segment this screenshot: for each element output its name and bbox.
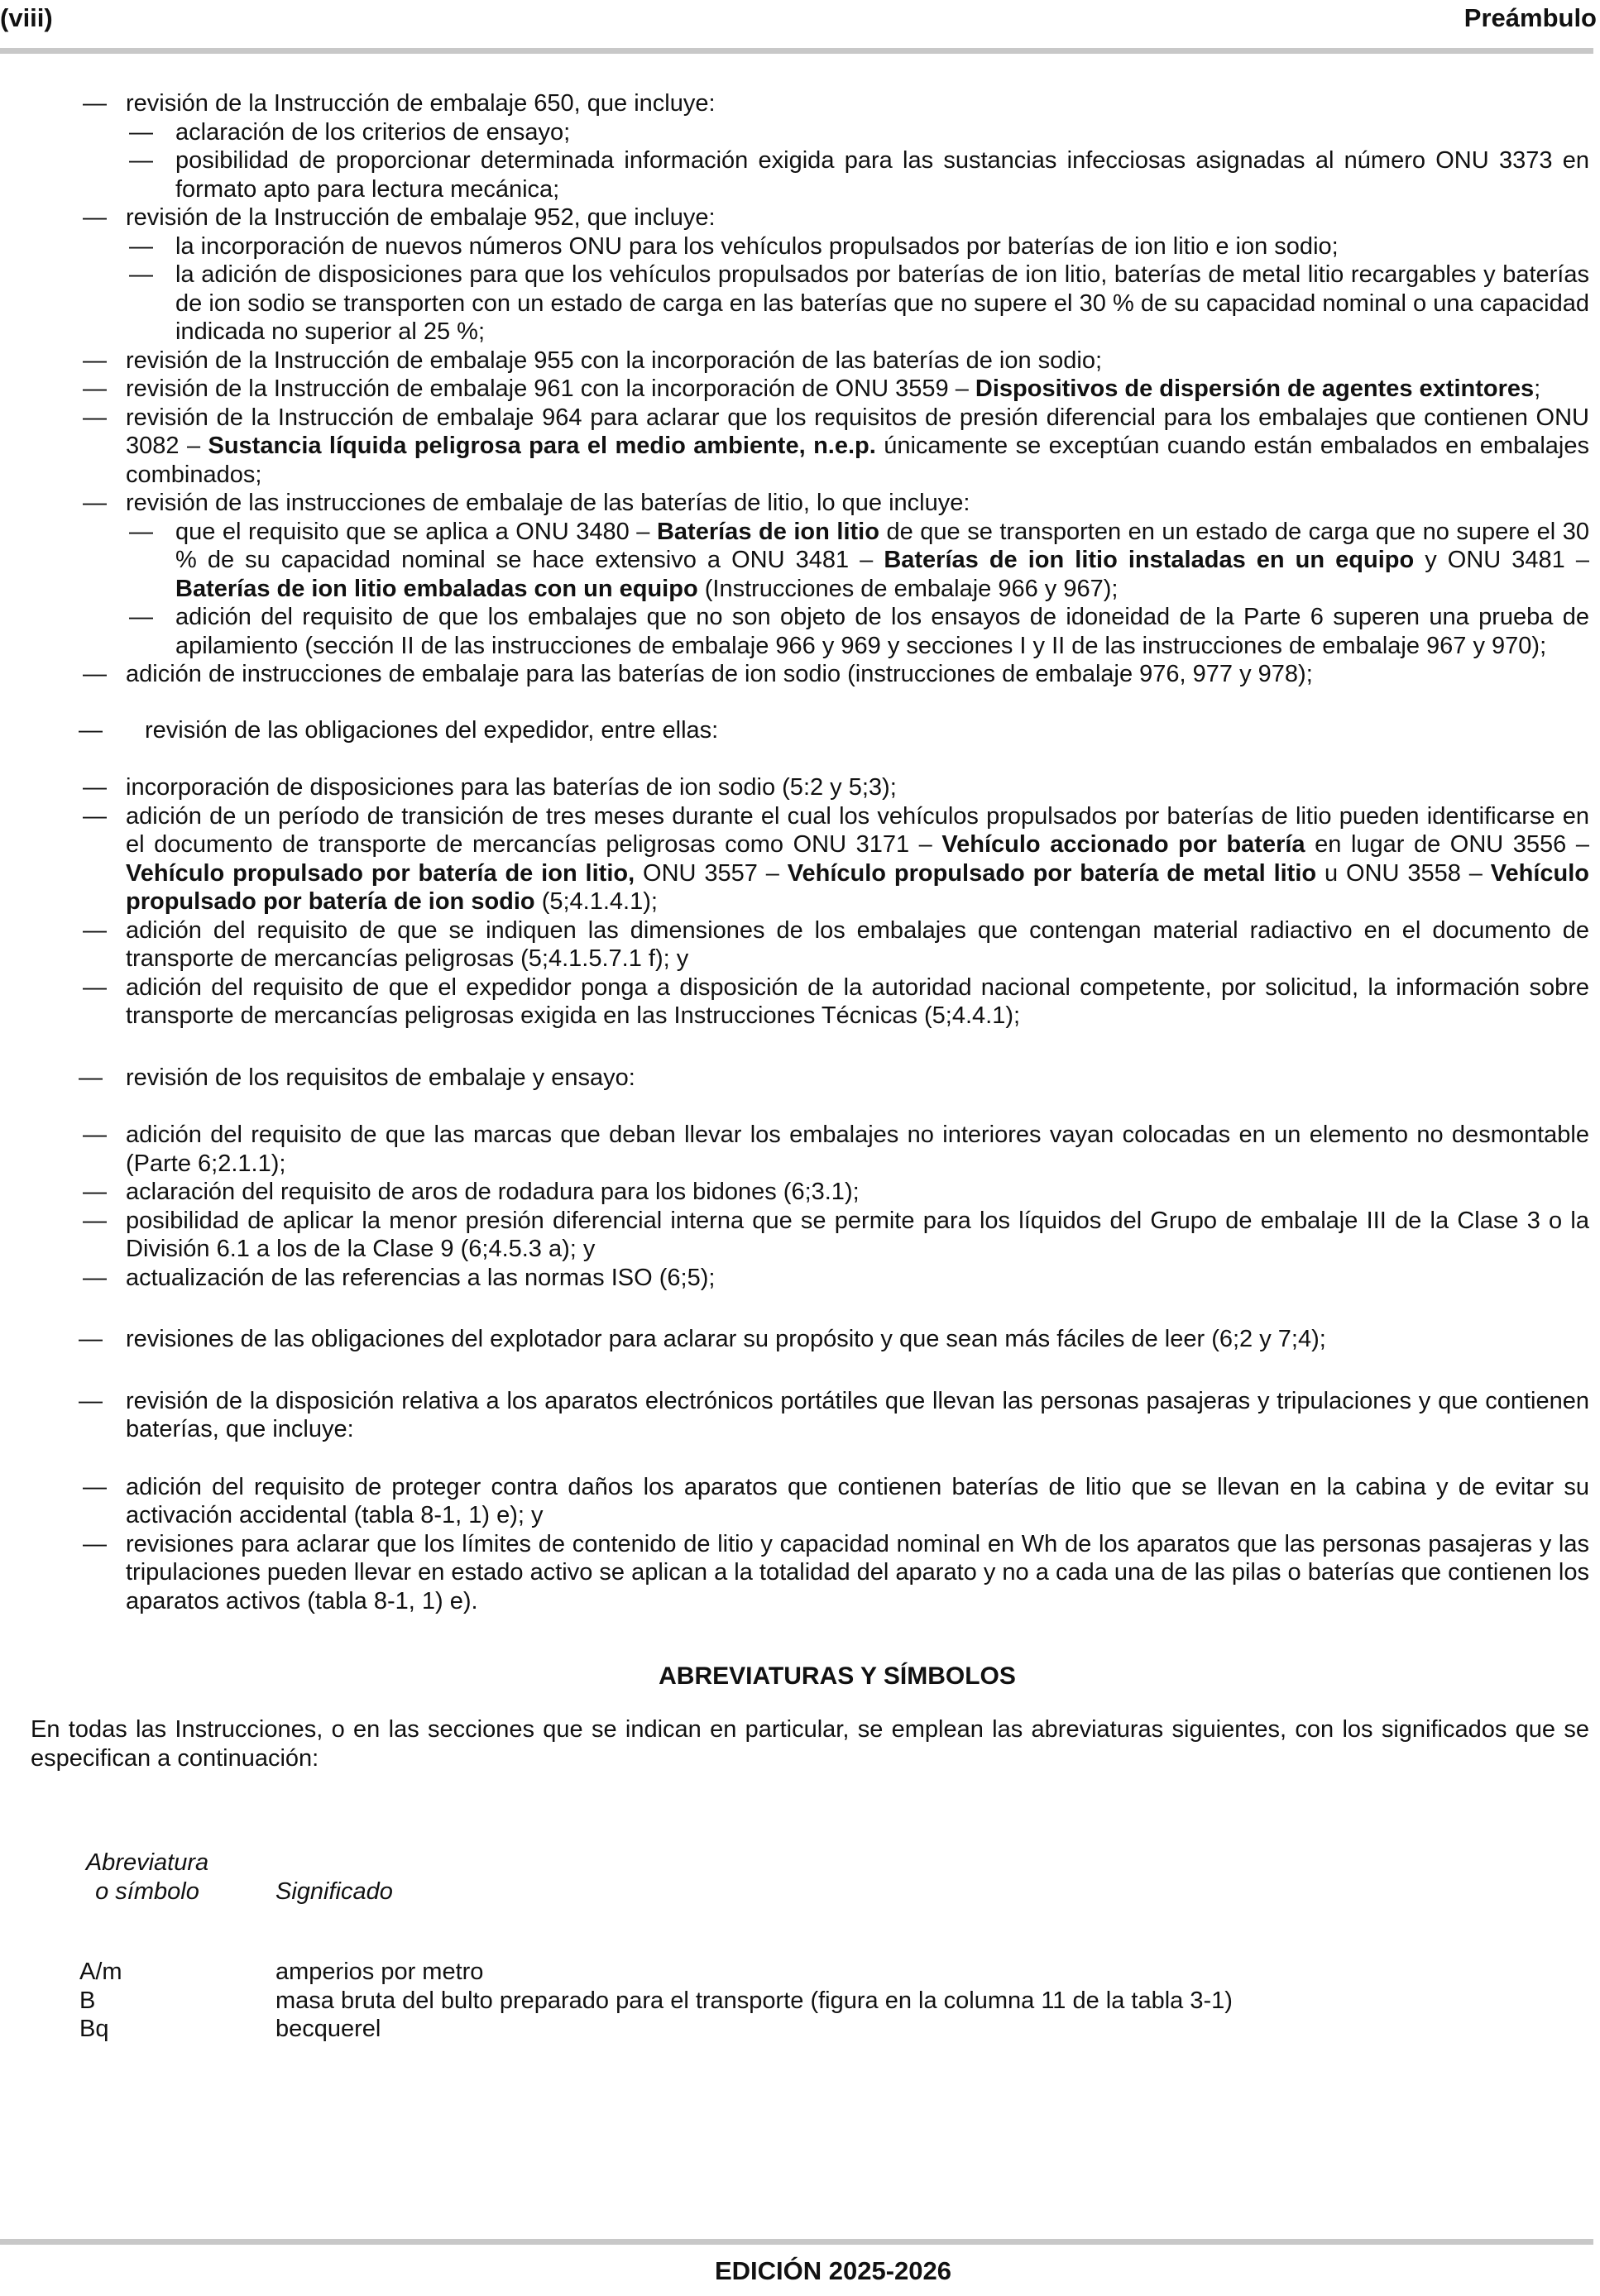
item-text: revisión de la Instrucción de embalaje 650, que incluye:	[126, 90, 716, 117]
meaning-cell: becquerel	[275, 2016, 381, 2042]
dash-bullet: —	[129, 147, 153, 174]
list-item	[0, 1530, 1600, 1616]
dash-bullet: —	[83, 1207, 107, 1234]
section-item	[0, 716, 1600, 745]
item-text: adición del requisito de que se indiquen las dimensiones de los embalajes que contengan material radiactivo en el documento de transporte de mercancías peligrosas (5;4.1.5.7.1 f); y	[126, 916, 1589, 972]
item-text: en lugar de ONU 3556 –	[1305, 831, 1590, 858]
section-item	[0, 1325, 1600, 1354]
dash-bullet: —	[83, 347, 107, 374]
list-item	[0, 347, 1600, 375]
item-text: posibilidad de aplicar la menor presión diferencial interna que se permite para los líquidos del Grupo de embalaje III de la Clase 3 o la División 6.1 a los de la Clase 9 (6;4.5.3 a); y	[126, 1207, 1589, 1262]
table-row	[0, 2015, 1600, 2044]
abbreviations-rows	[0, 1958, 1600, 2044]
dash-bullet: —	[79, 1387, 103, 1414]
dash-bullet: —	[83, 1530, 107, 1557]
meaning-cell: masa bruta del bulto preparado para el transporte (figura en la columna 11 de la tabla 3-1)	[275, 1987, 1233, 2014]
item-bold-text: Baterías de ion litio	[656, 518, 879, 545]
item-text: revisión de la Instrucción de embalaje 961 con la incorporación de ONU 3559 –	[126, 375, 975, 402]
sub-list-item	[0, 118, 1600, 147]
table-row	[0, 1958, 1600, 1987]
dash-bullet: —	[129, 118, 153, 146]
section-title: revisión de los requisitos de embalaje y ensayo:	[126, 1064, 635, 1091]
dash-bullet: —	[83, 375, 107, 402]
item-text: adición de un período de transición de tres meses durante el cual los vehículos propulsados por baterías de litio pueden identificarse en el documento de transporte de mercancías peligrosas como ONU 3171 –	[126, 802, 1589, 858]
item-text: de que se transporten en un estado de carga que no supere el 30 % de su capacidad nominal se hace extensivo a ONU 3481 –	[175, 518, 1590, 573]
dash-bullet: —	[83, 973, 107, 1001]
abbreviations-table-header	[0, 1849, 1600, 1906]
item-text: la incorporación de nuevos números ONU para los vehículos propulsados por baterías de ion litio e ion sodio;	[175, 232, 1339, 260]
dash-bullet: —	[83, 490, 107, 516]
item-text: adición del requisito de que los embalajes que no son objeto de los ensayos de idoneidad de la Parte 6 superen una prueba de apilamiento (sección II de las instrucciones de embalaje 966 y 969 y secciones I y II de las instrucciones de embalaje 967 y 970);	[175, 604, 1589, 659]
list-item	[0, 1264, 1600, 1293]
list-item	[0, 1207, 1600, 1264]
dash-bullet: —	[83, 802, 107, 830]
sub-list-item	[0, 146, 1600, 203]
item-text: incorporación de disposiciones para las baterías de ion sodio (5:2 y 5;3);	[126, 774, 897, 801]
dash-bullet: —	[129, 604, 153, 630]
list-item	[0, 375, 1600, 404]
item-text: que el requisito que se aplica a ONU 3480 –	[175, 518, 657, 545]
item-text: y ONU 3481 –	[1414, 547, 1589, 573]
edition-footer: EDICIÓN 2025-2026	[714, 2256, 952, 2285]
running-header-page-number: (viii)	[0, 3, 53, 32]
item-text: adición del requisito de que el expedidor ponga a disposición de la autoridad nacional competente, por solicitud, la información sobre transporte de mercancías peligrosas exigida en las Instrucciones Técnicas (5;4.4.1);	[126, 973, 1589, 1029]
dash-bullet: —	[129, 261, 153, 288]
dash-bullet: —	[83, 774, 107, 801]
item-text: la adición de disposiciones para que los vehículos propulsados por baterías de ion litio, baterías de metal litio recargables y baterías de ion sodio se transporten con un estado de carga en las baterías que no supere el 30 % de su capacidad nominal o una capacidad indicada no superior al 25 %;	[175, 261, 1589, 345]
dash-bullet: —	[83, 404, 107, 431]
item-text: únicamente se exceptúan cuando están embalados en embalajes combinados;	[126, 433, 1589, 488]
item-text: posibilidad de proporcionar determinada información exigida para las sustancias infecciosas asignadas al número ONU 3373 en formato apto para lectura mecánica;	[175, 147, 1589, 203]
sub-list-item	[0, 232, 1600, 261]
dash-bullet: —	[79, 1064, 103, 1091]
list-item	[0, 489, 1600, 518]
item-text: adición de instrucciones de embalaje para las baterías de ion sodio (instrucciones de embalaje 976, 977 y 978);	[126, 661, 1313, 687]
section-item	[0, 1064, 1600, 1093]
item-text: ONU 3557 –	[635, 859, 788, 887]
section-title: revisión de la disposición relativa a los aparatos electrónicos portátiles que llevan las personas pasajeras y tripulaciones y que contienen baterías, que incluye:	[126, 1387, 1589, 1442]
list-item	[0, 802, 1600, 916]
list-item	[0, 916, 1600, 973]
abbreviation-cell: A/m	[79, 1959, 122, 1985]
dash-bullet: —	[83, 90, 107, 117]
item-text: revisión de la Instrucción de embalaje 955 con la incorporación de las baterías de ion sodio;	[126, 347, 1103, 374]
dash-bullet: —	[129, 232, 153, 260]
dash-bullet: —	[79, 716, 103, 744]
item-text: ;	[1534, 375, 1541, 402]
list-item	[0, 1473, 1600, 1530]
list-item	[0, 404, 1600, 490]
header-rule	[0, 48, 1593, 54]
list-item	[0, 89, 1600, 118]
item-text: revisión de la Instrucción de embalaje 964 para aclarar que los requisitos de presión diferencial para los embalajes que contienen ONU 3082 –	[126, 404, 1589, 459]
list-item	[0, 660, 1600, 689]
dash-bullet: —	[83, 1179, 107, 1205]
item-bold-text: Vehículo propulsado por batería de ion litio,	[126, 859, 635, 887]
item-bold-text: Vehículo propulsado por batería de ion sodio	[126, 859, 1589, 915]
item-bold-text: Sustancia líquida peligrosa para el medio ambiente, n.e.p.	[208, 433, 876, 459]
dash-bullet: —	[83, 916, 107, 944]
list-item	[0, 973, 1600, 1031]
item-text: aclaración del requisito de aros de rodadura para los bidones (6;3.1);	[126, 1179, 860, 1205]
abbreviations-table	[0, 1849, 1600, 2044]
dash-bullet: —	[83, 1473, 107, 1500]
sub-list-item	[0, 518, 1600, 604]
abbreviation-cell: B	[79, 1987, 96, 2014]
item-text: adición del requisito de que las marcas que deban llevar los embalajes no interiores vayan colocadas en un elemento no desmontable (Parte 6;2.1.1);	[126, 1122, 1589, 1177]
sub-list-item	[0, 261, 1600, 347]
item-text: actualización de las referencias a las normas ISO (6;5);	[126, 1264, 716, 1291]
item-text: revisión de la Instrucción de embalaje 952, que incluye:	[126, 204, 716, 231]
item-text: revisión de las instrucciones de embalaje de las baterías de litio, lo que incluye:	[126, 490, 970, 516]
item-bold-text: Baterías de ion litio instaladas en un equipo	[884, 547, 1415, 573]
dash-bullet: —	[83, 1122, 107, 1148]
item-bold-text: Baterías de ion litio embaladas con un equipo	[175, 575, 698, 602]
abbreviations-intro: En todas las Instrucciones, o en las secciones que se indican en particular, se emplean las abreviaturas siguientes, con los significados que se especifican a continuación:	[31, 1716, 1589, 1772]
item-text: adición del requisito de proteger contra daños los aparatos que contienen baterías de litio que se llevan en la cabina y de evitar su activación accidental (tabla 8-1, 1) e); y	[126, 1473, 1589, 1528]
abbreviation-cell: Bq	[79, 2016, 109, 2042]
footer-rule	[0, 2239, 1593, 2245]
section-title: revisiones de las obligaciones del explotador para aclarar su propósito y que sean más fáciles de leer (6;2 y 7;4);	[126, 1326, 1326, 1352]
dash-bullet: —	[83, 661, 107, 687]
table-row	[0, 1987, 1600, 2016]
sub-list-item	[0, 603, 1600, 660]
list-item	[0, 1178, 1600, 1207]
dash-bullet: —	[83, 1264, 107, 1291]
column-header-abbreviation	[69, 1849, 226, 1906]
page-body	[0, 89, 1600, 2044]
item-text: (5;4.1.4.1);	[534, 888, 658, 915]
item-bold-text: Dispositivos de dispersión de agentes extintores	[975, 375, 1535, 402]
item-text: (Instrucciones de embalaje 966 y 967);	[697, 575, 1119, 602]
dash-bullet: —	[83, 204, 107, 231]
list-item	[0, 773, 1600, 802]
dash-bullet: —	[79, 1326, 103, 1352]
item-text: revisiones para aclarar que los límites de contenido de litio y capacidad nominal en Wh de los aparatos que las personas pasajeras y las tripulaciones pueden llevar en estado activo se aplican a la totalidad del aparato y no a cada una de las pilas o baterías que contienen los aparatos activos (tabla 8-1, 1) e).	[126, 1530, 1589, 1614]
column-header-line: Abreviatura	[85, 1849, 209, 1876]
dash-bullet: —	[129, 518, 153, 545]
meaning-cell: amperios por metro	[275, 1959, 484, 1985]
abbreviations-heading: ABREVIATURAS Y SÍMBOLOS	[659, 1662, 1016, 1690]
item-bold-text: Vehículo accionado por batería	[941, 831, 1305, 858]
list-item	[0, 1121, 1600, 1178]
item-bold-text: Vehículo propulsado por batería de metal litio	[787, 859, 1317, 887]
list-item	[0, 203, 1600, 232]
column-header-line: o símbolo	[95, 1877, 199, 1905]
section-title: revisión de las obligaciones del expedidor, entre ellas:	[145, 716, 719, 744]
item-text: u ONU 3558 –	[1316, 859, 1491, 887]
item-text: aclaración de los criterios de ensayo;	[175, 118, 571, 146]
section-item	[0, 1387, 1600, 1444]
running-header-section-title: Preámbulo	[1463, 3, 1597, 32]
column-header-meaning: Significado	[275, 1878, 393, 1905]
